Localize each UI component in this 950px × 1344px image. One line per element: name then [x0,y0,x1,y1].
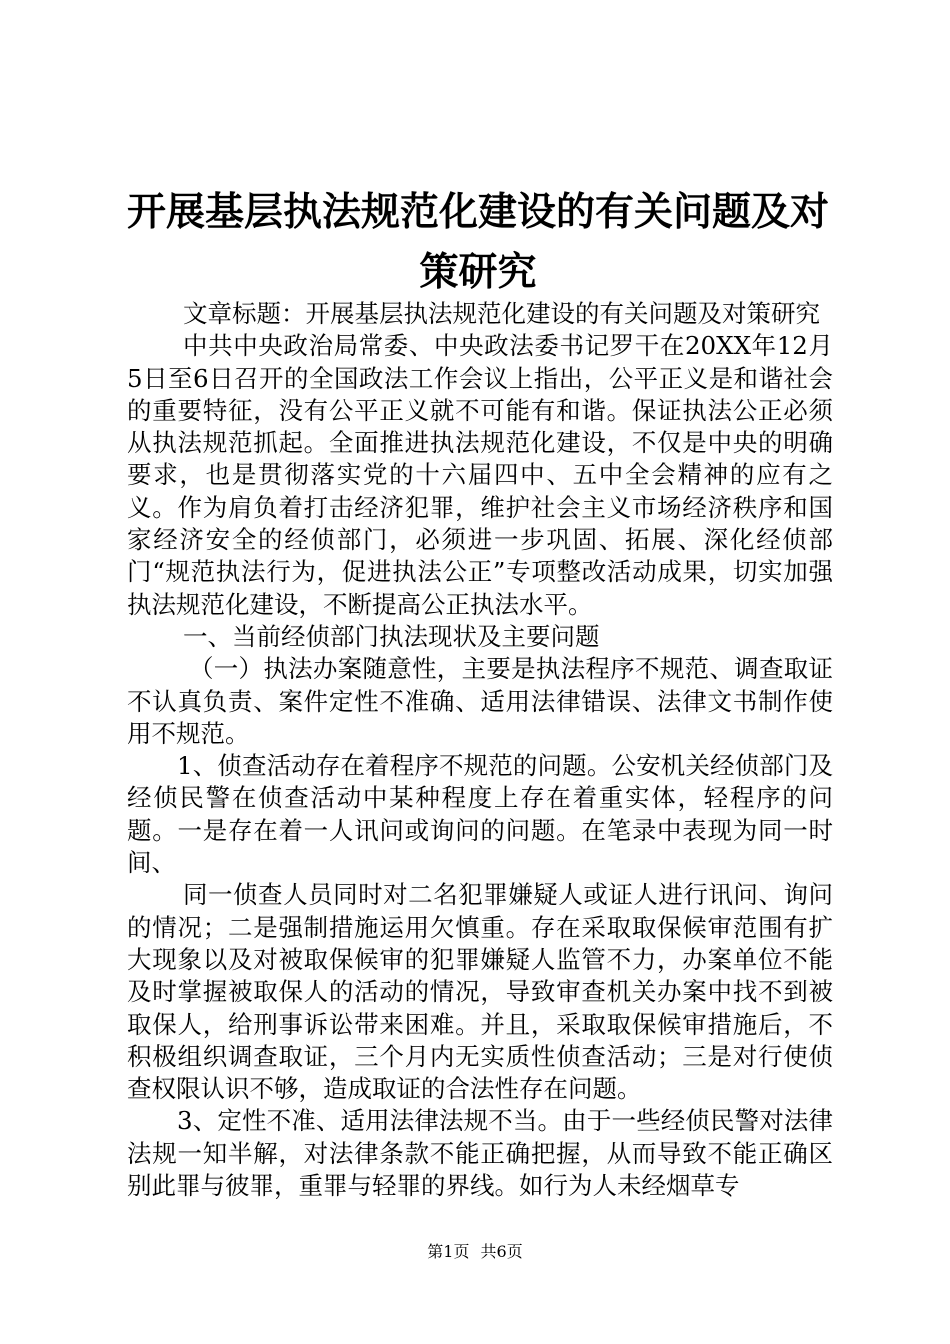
document-title: 开展基层执法规范化建设的有关问题及对策研究 [126,189,829,295]
paragraph-item-1-continued: 同一侦查人员同时对二名犯罪嫌疑人或证人进行讯问、询问的情况；二是强制措施运用欠慎重。存在采取取保候审范围有扩大现象以及对被取保候审的犯罪嫌疑人监管不力，办案单位不能及时掌握被取保人的活动的情况，导致审查机关办案中找不到被取保人，给刑事诉讼带来困难。并且，采取取保候审措施后，不积极组织调查取证，三个月内无实质性侦查活动；三是对行使侦查权限认识不够，造成取证的合法性存在问题。 [127,880,833,1104]
page-number-current: 第1页 [427,1242,470,1261]
paragraph-item-3: 3、定性不准、适用法律法规不当。由于一些经侦民警对法律法规一知半解，对法律条款不能正确把握，从而导致不能正确区别此罪与彼罪，重罪与轻罪的界线。如行为人未经烟草专 [127,1106,833,1201]
paragraph-intro: 中共中央政治局常委、中央政法委书记罗干在20XX年12月5日至6日召开的全国政法工作会议上指出，公平正义是和谐社会的重要特征，没有公平正义就不可能有和谐。保证执法公正必须从执法规范抓起。全面推进执法规范化建设，不仅是中央的明确要求，也是贯彻落实党的十六届四中、五中全会精神的应有之义。作为肩负着打击经济犯罪，维护社会主义市场经济秩序和国家经济安全的经侦部门，必须进一步巩固、拓展、深化经侦部门“规范执法行为，促进执法公正”专项整改活动成果，切实加强执法规范化建设，不断提高公正执法水平。 [127,331,833,619]
paragraph-article-title: 文章标题：开展基层执法规范化建设的有关问题及对策研究 [183,299,820,328]
page-footer [0,1242,950,1262]
paragraph-item-1: 1、侦查活动存在着程序不规范的问题。公安机关经侦部门及经侦民警在侦查活动中某种程度上存在着重实体，轻程序的问题。一是存在着一人讯问或询问的问题。在笔录中表现为同一时间、 [127,751,833,878]
section-heading-1: 一、当前经侦部门执法现状及主要问题 [183,621,600,651]
document-body [127,298,833,1202]
page-number-total: 共6页 [480,1242,523,1261]
paragraph-subsection-1: （一）执法办案随意性，主要是执法程序不规范、调查取证不认真负责、案件定性不准确、适用法律错误、法律文书制作使用不规范。 [127,654,833,748]
